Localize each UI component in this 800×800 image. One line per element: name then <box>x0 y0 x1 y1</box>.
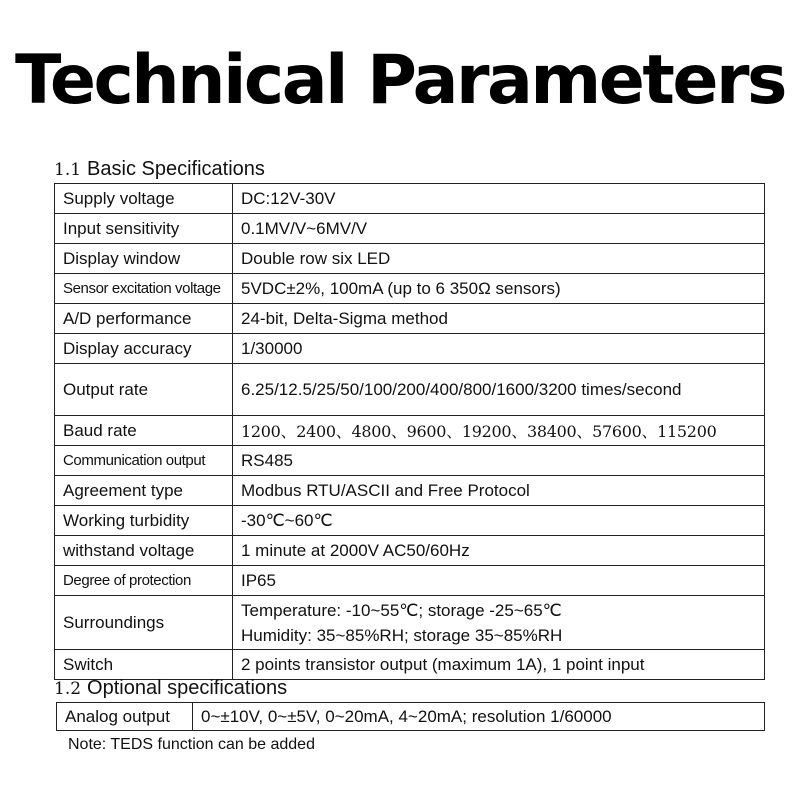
section-number: 1.2 <box>54 679 82 699</box>
table-row <box>55 244 765 274</box>
spec-value <box>233 596 765 650</box>
spec-label: Baud rate <box>55 416 233 446</box>
spec-label: Working turbidity <box>55 506 233 536</box>
table-row <box>55 364 765 416</box>
spec-label: Output rate <box>55 364 233 416</box>
spec-label: Input sensitivity <box>55 214 233 244</box>
spec-label: Communication output <box>55 446 233 476</box>
table-row <box>55 596 765 650</box>
table-row <box>55 334 765 364</box>
optional-specs-table <box>56 702 765 731</box>
spec-value: 0.1MV/V~6MV/V <box>233 214 765 244</box>
spec-value: 5VDC±2%, 100mA (up to 6 350Ω sensors) <box>233 274 765 304</box>
table-row <box>55 184 765 214</box>
spec-label: Agreement type <box>55 476 233 506</box>
spec-value-line: Humidity: 35~85%RH; storage 35~85%RH <box>241 625 563 645</box>
spec-label: A/D performance <box>55 304 233 334</box>
spec-value: 2 points transistor output (maximum 1A), 1 point input <box>233 650 765 680</box>
section-title: Basic Specifications <box>87 158 265 180</box>
spec-label: Display accuracy <box>55 334 233 364</box>
spec-value-line: Temperature: -10~55℃; storage -25~65℃ <box>241 600 562 620</box>
table-row <box>55 416 765 446</box>
footnote: Note: TEDS function can be added <box>68 736 315 753</box>
spec-value: -30℃~60℃ <box>233 506 765 536</box>
spec-label: Degree of protection <box>55 566 233 596</box>
section-title: Optional specifications <box>87 677 288 699</box>
spec-label: Switch <box>55 650 233 680</box>
spec-label: Supply voltage <box>55 184 233 214</box>
section-heading-optional <box>54 676 287 701</box>
spec-label: Surroundings <box>55 596 233 650</box>
table-row <box>55 536 765 566</box>
spec-value: IP65 <box>233 566 765 596</box>
spec-label: Display window <box>55 244 233 274</box>
spec-label: withstand voltage <box>55 536 233 566</box>
spec-value: 6.25/12.5/25/50/100/200/400/800/1600/3200 times/second <box>233 364 765 416</box>
spec-value: Modbus RTU/ASCII and Free Protocol <box>233 476 765 506</box>
spec-value: Double row six LED <box>233 244 765 274</box>
section-heading-basic <box>54 157 265 182</box>
spec-value: 24-bit, Delta-Sigma method <box>233 304 765 334</box>
spec-label: Sensor excitation voltage <box>55 274 233 304</box>
spec-value: 1/30000 <box>233 334 765 364</box>
section-number: 1.1 <box>54 160 82 180</box>
spec-value: 0~±10V, 0~±5V, 0~20mA, 4~20mA; resolution 1/60000 <box>193 703 765 731</box>
table-row <box>55 506 765 536</box>
table-row <box>55 446 765 476</box>
table-row <box>55 304 765 334</box>
spec-value: 1 minute at 2000V AC50/60Hz <box>233 536 765 566</box>
table-row <box>55 274 765 304</box>
spec-value: 1200、2400、4800、9600、19200、38400、57600、115200 <box>233 416 765 446</box>
spec-value: RS485 <box>233 446 765 476</box>
basic-specs-table <box>54 183 765 680</box>
table-row <box>55 214 765 244</box>
table-row <box>57 703 765 731</box>
table-row <box>55 476 765 506</box>
spec-value: DC:12V-30V <box>233 184 765 214</box>
table-row <box>55 566 765 596</box>
spec-label: Analog output <box>57 703 193 731</box>
table-row <box>55 650 765 680</box>
page-title: Technical Parameters <box>14 41 786 120</box>
